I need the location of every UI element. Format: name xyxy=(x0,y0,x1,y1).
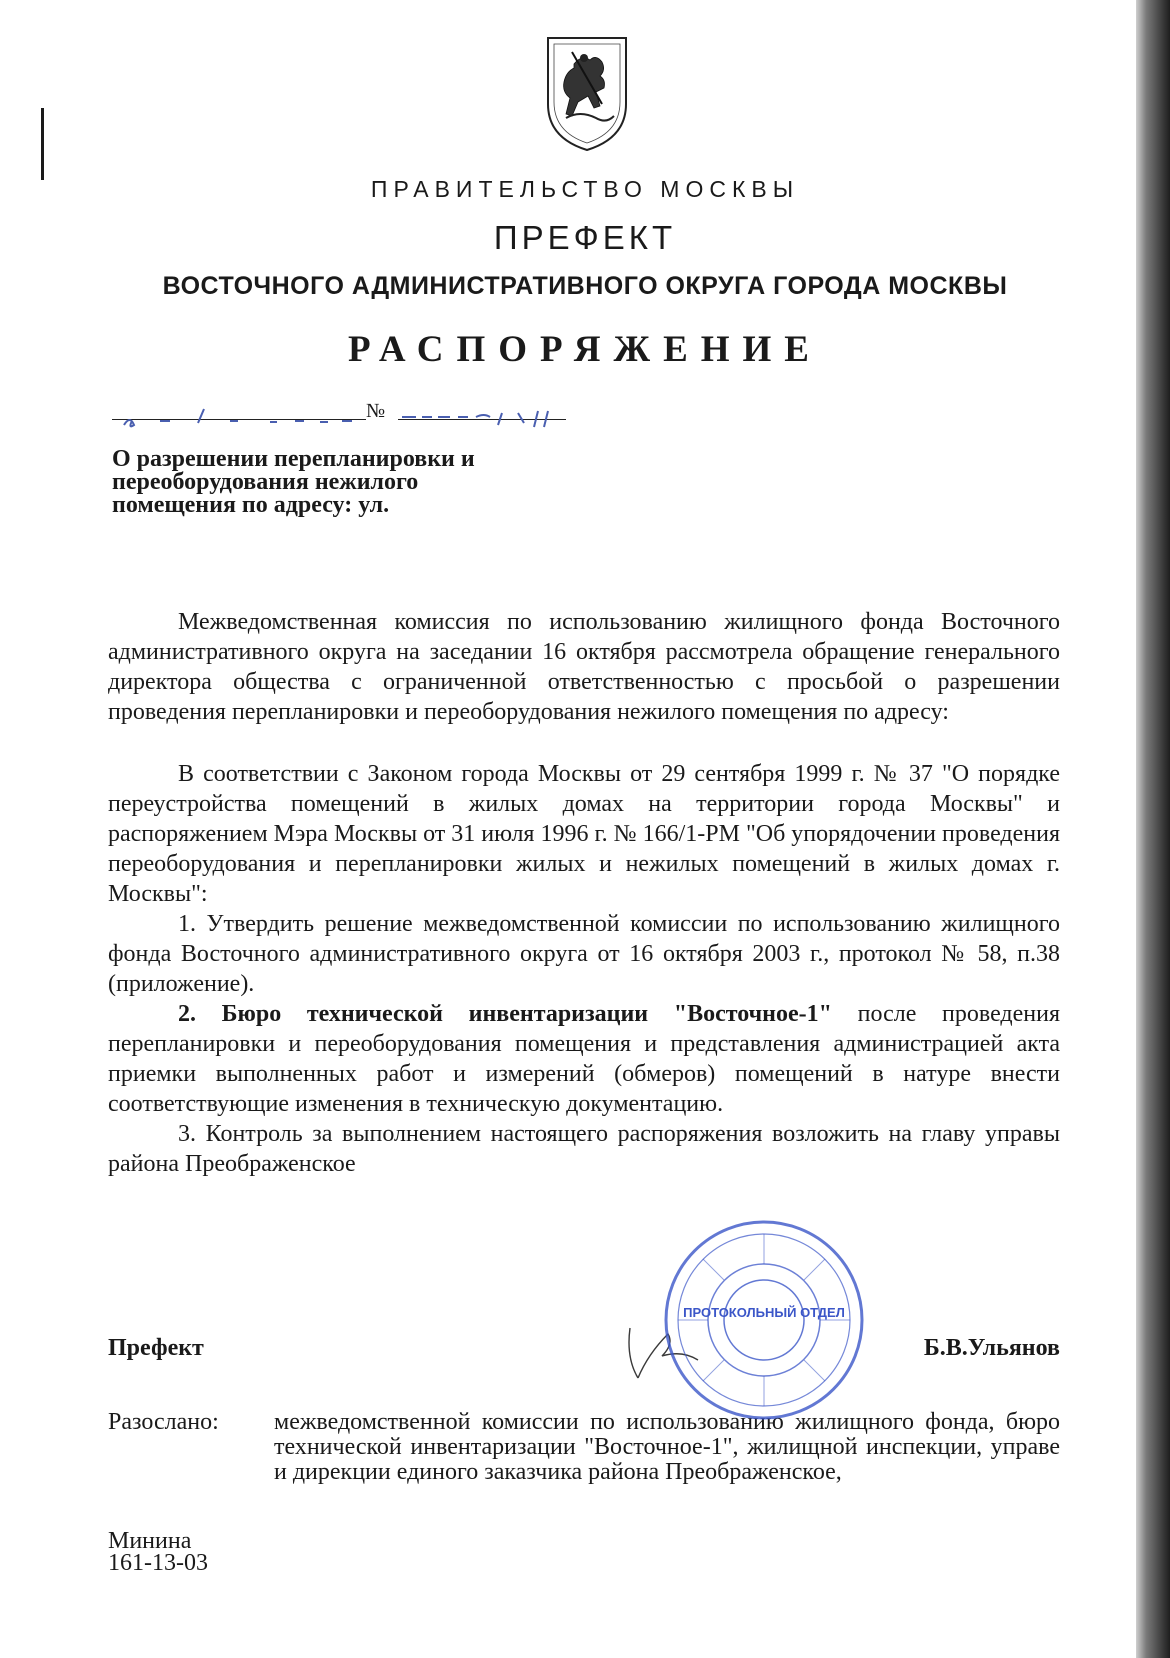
paragraph-commission: Межведомственная комиссия по использованию жилищного фонда Восточного административного округа на заседании 16 октября рассмотрела обращение генерального директора общества с ограниченной ответственностью с просьбой о разрешении проведения перепланировки и переоборудования нежилого помещения по адресу: xyxy=(108,609,1060,725)
signer-position: Префект xyxy=(108,1335,204,1361)
executor-phone: 161-13-03 xyxy=(108,1550,208,1576)
official-stamp xyxy=(662,1218,867,1423)
distribution-list: межведомственной комиссии по использованию жилищного фонда, бюро технической инвентаризации "Восточное-1", жилищной инспекции, управе и дирекции единого заказчика района Преображенское, xyxy=(274,1409,1060,1485)
executor-name: Минина xyxy=(108,1528,192,1554)
document-subject: О разрешении перепланировки и переоборудования нежилого помещения по адресу: ул. xyxy=(112,446,475,518)
handwritten-date-scribble xyxy=(120,401,570,437)
paragraph-legal-basis: В соответствии с Законом города Москвы от 29 сентября 1999 г. № 37 "О порядке переустройства помещений в жилых домах на территории города Москвы" и распоряжением Мэра Москвы от 31 июля 1996 г. № 166/1-РМ "Об упорядочении проведения переоборудования и перепланировки жилых и нежилых помещений в жилых домах г. Москвы": xyxy=(108,761,1060,907)
number-sign: № xyxy=(366,400,386,422)
paragraph-item-3: 3. Контроль за выполнением настоящего распоряжения возложить на главу управы района Преображенское xyxy=(108,1121,1060,1177)
moscow-coat-of-arms-icon xyxy=(544,34,630,154)
okrug-heading: ВОСТОЧНОГО АДМИНИСТРАТИВНОГО ОКРУГА ГОРОДА МОСКВЫ xyxy=(162,272,1008,300)
item-2-bold-lead: 2. Бюро технической инвентаризации "Восточное-1" xyxy=(178,1001,832,1027)
binding-mark xyxy=(41,108,44,180)
executor-block xyxy=(108,1530,208,1574)
paragraph-item-1: 1. Утвердить решение межведомственной комиссии по использованию жилищного фонда Восточного административного округа от 16 октября 2003 г., протокол № 58, п.38 (приложение). xyxy=(108,911,1060,997)
signature-row xyxy=(108,1335,1060,1367)
document-body xyxy=(108,607,1060,1179)
paragraph-item-2 xyxy=(108,999,1060,1119)
prefect-heading: ПРЕФЕКТ xyxy=(493,219,677,256)
stamp-center-text: ПРОТОКОЛЬНЫЙ ОТДЕЛ xyxy=(683,1305,845,1320)
signer-name: Б.В.Ульянов xyxy=(923,1335,1060,1361)
document-type-heading: РАСПОРЯЖЕНИЕ xyxy=(347,329,822,370)
distribution-label: Разослано: xyxy=(108,1409,219,1435)
government-heading: ПРАВИТЕЛЬСТВО МОСКВЫ xyxy=(370,176,800,202)
item-2-text: после проведения перепланировки и переоборудования помещения и представления администрацией акта приемки выполненных работ и измерений (обмеров) помещений в натуре внести соответствующие изменения в техническую документацию. xyxy=(108,1001,1061,1117)
